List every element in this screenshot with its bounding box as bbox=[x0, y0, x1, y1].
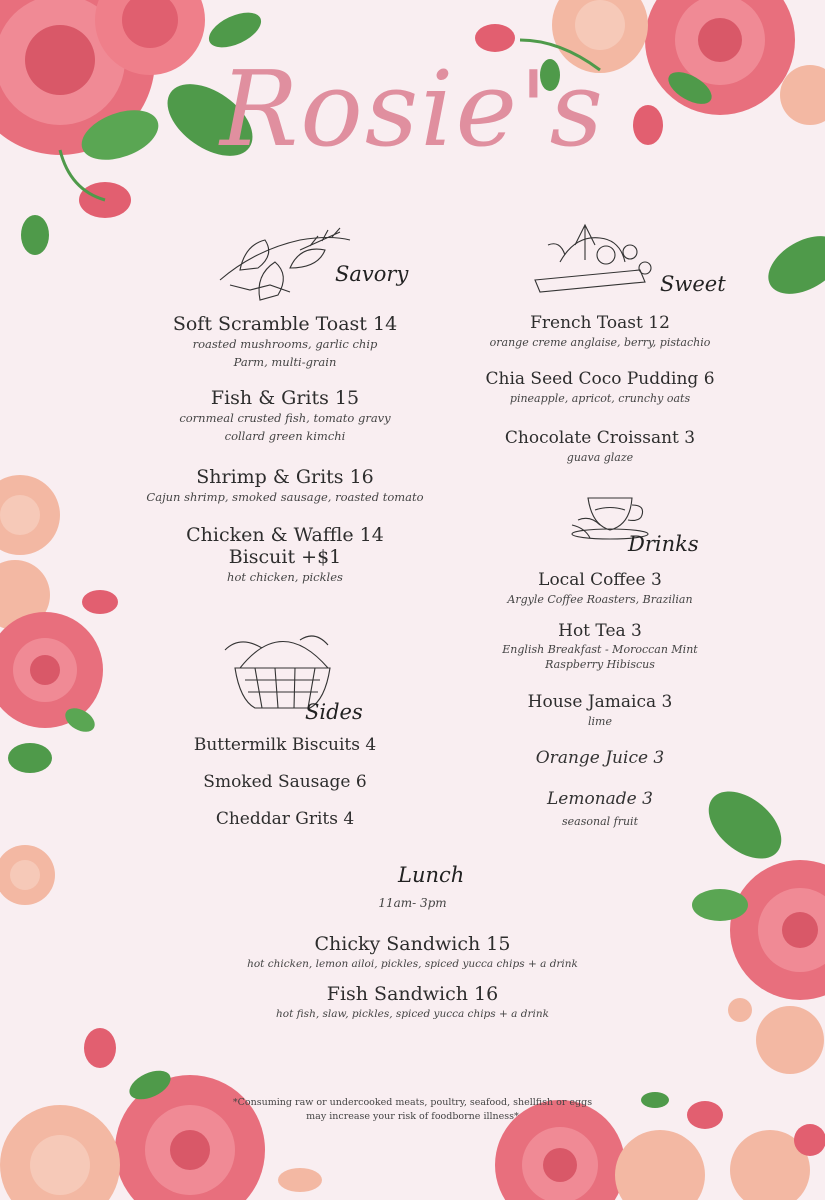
disclaimer-line: *Consuming raw or undercooked meats, poultry, seafood, shellfish or eggs bbox=[232, 1097, 593, 1108]
side-item-name: Buttermilk Biscuits 4 bbox=[193, 735, 377, 755]
menu-item-name: French Toast 12 bbox=[530, 313, 670, 333]
drink-item bbox=[450, 748, 750, 768]
menu-item-name: Chicky Sandwich 15 bbox=[314, 933, 511, 955]
menu-item-name: Soft Scramble Toast 14 bbox=[172, 313, 398, 335]
side-item-name: Cheddar Grits 4 bbox=[215, 809, 355, 829]
drink-item bbox=[450, 691, 750, 731]
section-heading-lunch: Lunch bbox=[398, 863, 465, 887]
menu-item-description: Cajun shrimp, smoked sausage, roasted tomato bbox=[146, 490, 424, 504]
sweet-illustration bbox=[535, 225, 651, 292]
menu-item-name: Shrimp & Grits 16 bbox=[196, 466, 374, 488]
menu-item-description: collard green kimchi bbox=[224, 429, 346, 443]
savory-item bbox=[130, 313, 440, 371]
menu-item-description: orange creme anglaise, berry, pistachio bbox=[489, 336, 711, 349]
herbs-illustration bbox=[220, 228, 350, 300]
menu-item-description: hot chicken, pickles bbox=[227, 570, 343, 584]
lunch-item bbox=[180, 983, 645, 1023]
menu-item-description: lime bbox=[588, 715, 612, 728]
drink-item bbox=[450, 789, 750, 831]
section-heading-sides: Sides bbox=[305, 700, 363, 724]
section-heading-drinks: Drinks bbox=[628, 532, 699, 556]
savory-item bbox=[130, 387, 440, 445]
disclaimer-line: may increase your risk of foodborne illness* bbox=[306, 1111, 519, 1122]
basket-illustration bbox=[225, 636, 330, 708]
menu-item-name: Fish & Grits 15 bbox=[210, 387, 360, 409]
sweet-item bbox=[450, 312, 750, 352]
menu-item-name: Local Coffee 3 bbox=[538, 570, 662, 590]
section-heading-savory: Savory bbox=[335, 262, 409, 286]
menu-item-description: English Breakfast - Moroccan Mint bbox=[502, 643, 698, 656]
menu-item-name: Hot Tea 3 bbox=[558, 621, 642, 641]
menu-item-description: Parm, multi-grain bbox=[233, 355, 337, 369]
left-middle-roses bbox=[0, 475, 118, 905]
savory-item bbox=[130, 466, 440, 506]
drink-item bbox=[450, 569, 750, 609]
menu-item-name-extra: Biscuit +$1 bbox=[228, 546, 342, 568]
menu-item-description: guava glaze bbox=[566, 451, 634, 464]
food-safety-disclaimer bbox=[0, 1096, 825, 1124]
menu-item-description: cornmeal crusted fish, tomato gravy bbox=[179, 411, 391, 425]
right-leaf bbox=[758, 224, 825, 306]
restaurant-title: Rosie's bbox=[219, 48, 606, 170]
side-item-name: Smoked Sausage 6 bbox=[203, 772, 367, 792]
menu-item-name: House Jamaica 3 bbox=[527, 692, 673, 712]
menu-item-name: Orange Juice 3 bbox=[535, 748, 665, 768]
menu-item-name: Chocolate Croissant 3 bbox=[504, 428, 696, 448]
lunch-hours: 11am- 3pm bbox=[378, 896, 447, 910]
menu-item-name: Lemonade 3 bbox=[547, 789, 653, 809]
menu-item-description: Raspberry Hibiscus bbox=[545, 658, 655, 671]
sweet-item bbox=[450, 368, 750, 408]
savory-item bbox=[130, 524, 440, 586]
menu-item-name: Fish Sandwich 16 bbox=[326, 983, 499, 1005]
menu-item-description: roasted mushrooms, garlic chip bbox=[192, 337, 378, 351]
section-heading-sweet: Sweet bbox=[660, 272, 726, 296]
menu-item-name: Chicken & Waffle 14 bbox=[186, 524, 384, 546]
menu-item-description: seasonal fruit bbox=[562, 815, 638, 828]
sweet-item bbox=[450, 427, 750, 467]
menu-item-description: Argyle Coffee Roasters, Brazilian bbox=[507, 593, 693, 606]
menu-item-description: hot fish, slaw, pickles, spiced yucca chips + a drink bbox=[276, 1008, 549, 1020]
menu-item-description: hot chicken, lemon ailoi, pickles, spiced yucca chips + a drink bbox=[247, 958, 578, 970]
sides-list bbox=[130, 734, 440, 830]
menu-item-description: pineapple, apricot, crunchy oats bbox=[509, 392, 691, 405]
lunch-item bbox=[180, 933, 645, 973]
menu-item-name: Chia Seed Coco Pudding 6 bbox=[485, 369, 715, 389]
drink-item bbox=[450, 620, 750, 672]
